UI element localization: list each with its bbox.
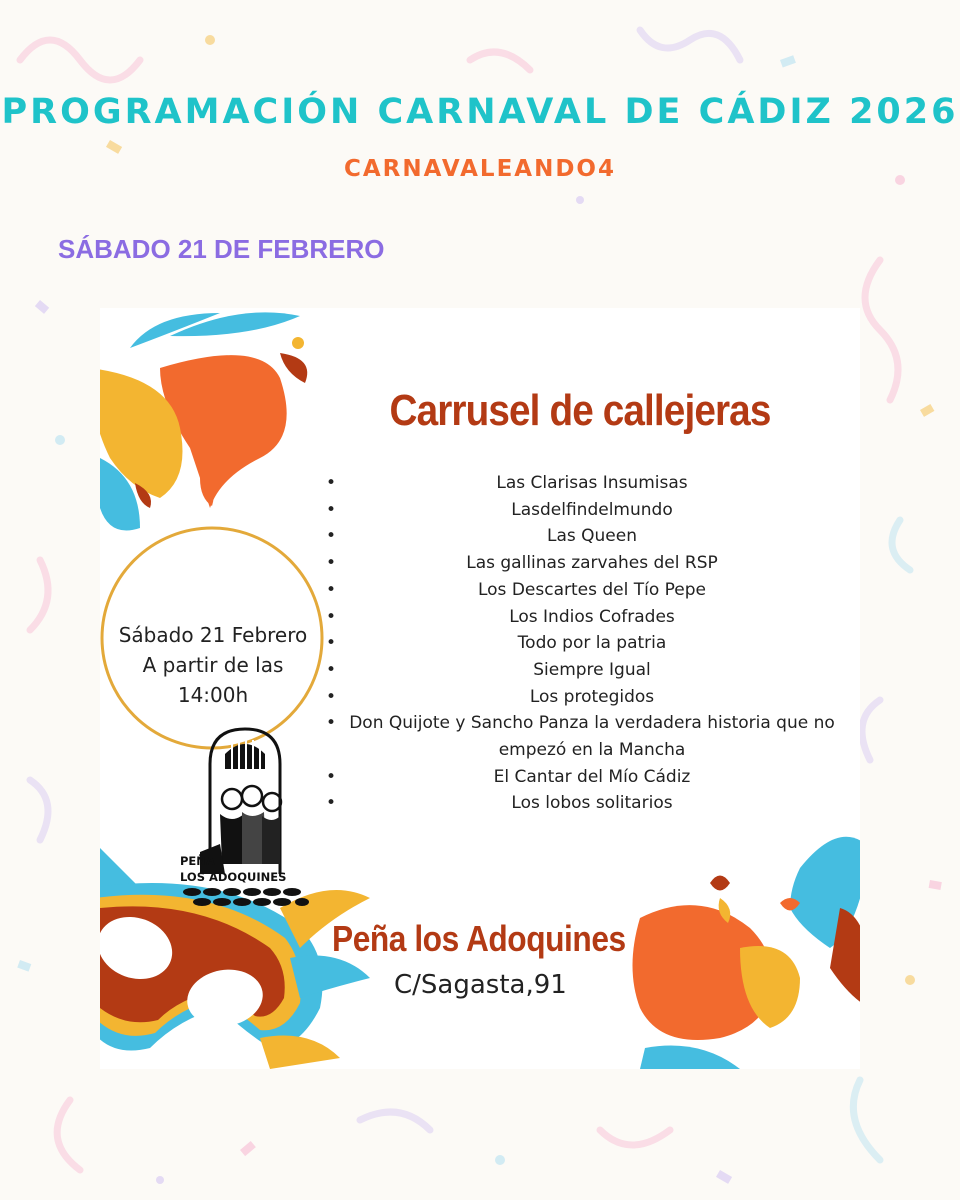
list-item: • Las Queen	[322, 523, 842, 550]
program-title: PROGRAMACIÓN CARNAVAL DE CÁDIZ 2026	[1, 92, 959, 132]
list-item: • Los Descartes del Tío Pepe	[322, 577, 842, 604]
day-heading: SÁBADO 21 DE FEBRERO	[58, 234, 385, 264]
list-item: • Don Quijote y Sancho Panza la verdadera historia que no empezó en la Mancha	[322, 710, 842, 763]
list-item: • Los Indios Cofrades	[322, 604, 842, 631]
logo-text-line1: PEÑA	[180, 854, 215, 868]
event-poster	[100, 308, 860, 1069]
list-item: • Lasdelfindelmundo	[322, 497, 842, 524]
list-item: • Los lobos solitarios	[322, 790, 842, 817]
groups-list	[322, 470, 842, 817]
list-item: • Las gallinas zarvahes del RSP	[322, 550, 842, 577]
program-subtitle: CARNAVALEANDO4	[344, 156, 616, 182]
list-item: • Siempre Igual	[322, 657, 842, 684]
list-item: • Los protegidos	[322, 684, 842, 711]
venue-address: C/Sagasta,91	[394, 970, 567, 1000]
list-item: • Las Clarisas Insumisas	[322, 470, 842, 497]
event-start-label: A partir de las	[142, 653, 284, 677]
list-item: • Todo por la patria	[322, 630, 842, 657]
pena-logo	[180, 724, 310, 914]
list-item: • El Cantar del Mío Cádiz	[322, 764, 842, 791]
venue-name: Peña los Adoquines	[332, 918, 626, 959]
event-time: 14:00h	[177, 683, 249, 707]
poster-title: Carrusel de callejeras	[389, 386, 771, 435]
event-date-time	[108, 620, 318, 710]
logo-text-line2: LOS ADOQUINES	[180, 870, 287, 884]
event-date: Sábado 21 Febrero	[118, 623, 308, 647]
window-illustration	[180, 724, 310, 914]
